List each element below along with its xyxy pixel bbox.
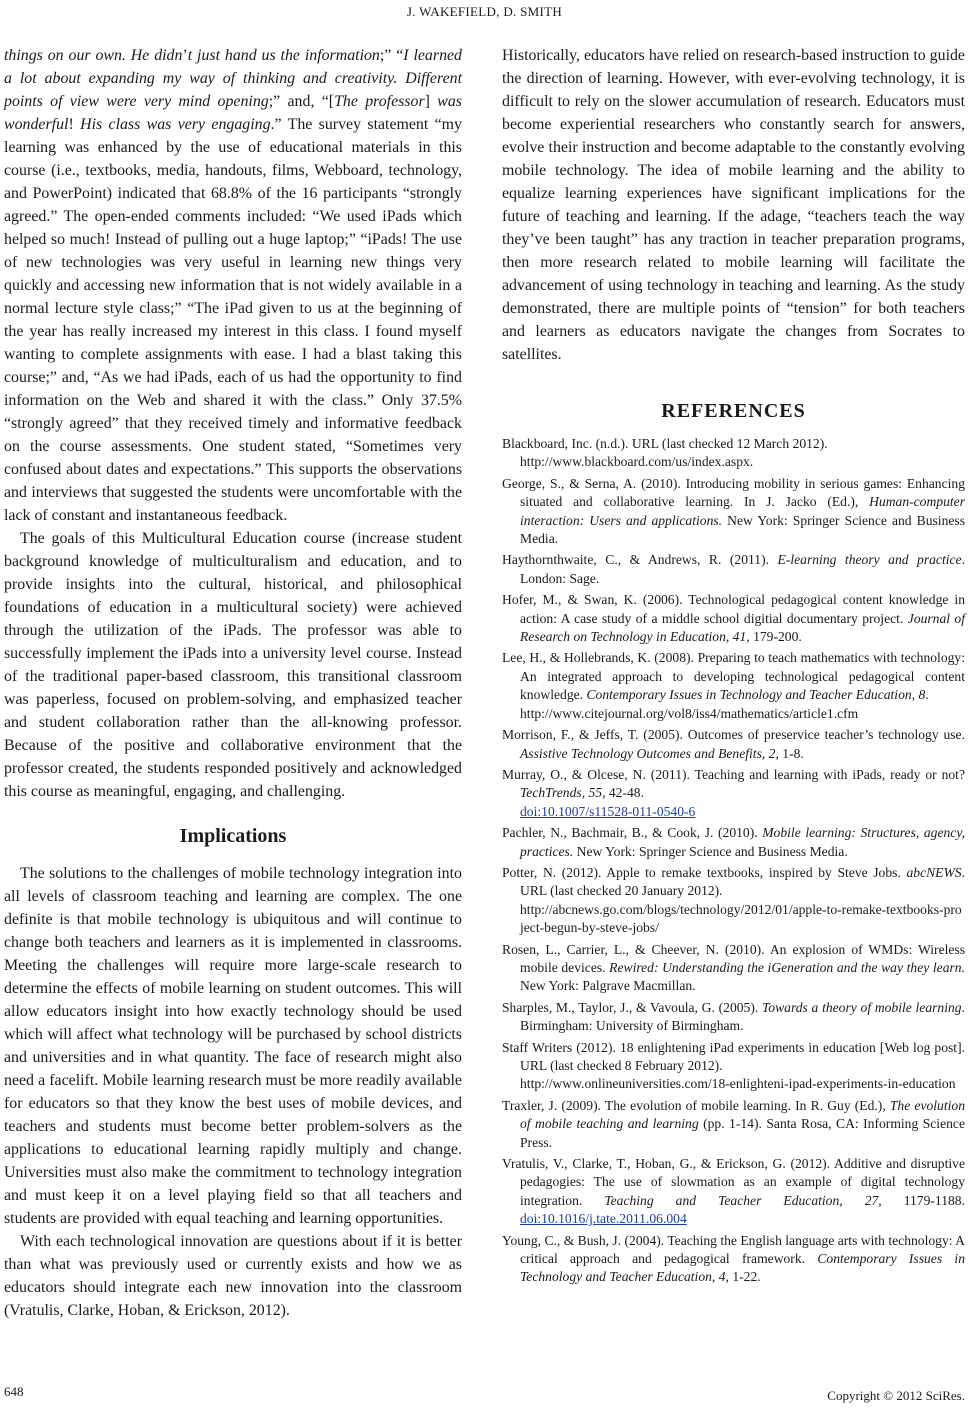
quote-italic-run: things on our own. He didn <box>4 47 183 64</box>
reference-text-run: Morrison, F., & Jeffs, T. (2005). Outcomes of preservice teacher’s technology use. <box>502 727 965 743</box>
left-paragraph-4: With each technological innovation are questions about if it is better than what was previously used or currently exists and how we as educators should integrate each new innovation into the classroom (Vratulis, Clarke, Hoban, & Erickson, 2012). <box>4 1233 462 1319</box>
copyright-notice: Copyright © 2012 SciRes. <box>827 1388 965 1403</box>
reference-entry <box>502 824 965 861</box>
reference-text-run: , 1-8. <box>775 745 804 761</box>
left-paragraph-1 <box>4 44 462 527</box>
reference-text-run: . Birmingham: University of Birmingham. <box>520 999 966 1034</box>
left-paragraph-3: The solutions to the challenges of mobile technology integration into all levels of classroom teaching and learning are complex. The one definite is that mobile technology is ubiquitous and will continue to change both teachers and learners as it is implemented in classrooms. Meeting the challenges will require more large-scale research to determine the effects of mobile learning on student outcomes. This will allow educators insight into how exactly technology should be used which will affect what technology will be purchased by school districts and universities and in what quantity. The face of research might also need a facelift. Mobile learning research must be more readily available for educators so that they know the best uses of mobile devices, and teachers and students must become better problem-solvers as the applications to educational learning rapidly multiply and change. Universities must also make the commitment to technology integration and must keep it on a level playing field so that all teachers and students are provided with equal teaching and learning opportunities. <box>4 865 462 1227</box>
reference-text-run: Pachler, N., Bachmair, B., & Cook, J. (2010). <box>502 825 763 841</box>
reference-text-run: 179-200. <box>749 629 802 645</box>
reference-text-run: Blackboard, Inc. (n.d.). URL (last checked 12 March 2012). <box>502 436 828 451</box>
reference-text-run: . <box>925 687 929 703</box>
reference-text-run: . London: Sage. <box>520 552 965 586</box>
quote-italic-run: was wonderful <box>4 93 462 133</box>
text-run: ;” and, “[ <box>268 93 335 110</box>
reference-text-run: Traxler, J. (2009). The evolution of mobile learning. In R. Guy (Ed.), <box>502 1097 890 1113</box>
reference-text-run: Hofer, M., & Swan, K. (2006). Technological pedagogical content knowledge in action: A case study of a middle school digitial documentary project. <box>502 592 965 626</box>
reference-italic-run: Rewired: Understanding the iGeneration and the way they learn. <box>609 959 965 975</box>
reference-entry <box>502 591 965 646</box>
reference-italic-run: Contemporary Issues in Technology and Teacher Education, 4, <box>520 1251 965 1285</box>
reference-doi-link[interactable]: doi:10.1007/s11528-011-0540-6 <box>520 803 696 819</box>
reference-text-run: Vratulis, V., Clarke, T., Hoban, G., & Erickson, G. (2012). Additive and disruptive pedagogies: The use of slowmation as an example of digital technology integration. <box>502 1156 965 1208</box>
quote-italic-run: The professor <box>334 93 425 110</box>
reference-url: http://www.onlineuniversities.com/18-enlighteni-ipad-experiments-in-education <box>520 1076 956 1092</box>
implications-heading: Implications <box>179 825 287 847</box>
reference-text-run: New York: Springer Science and Business Media. <box>520 512 965 547</box>
running-head: J. WAKEFIELD, D. SMITH <box>406 4 563 19</box>
reference-text-run: Staff Writers (2012). 18 enlightening iPad experiments in education [Web log post]. URL (last checked 8 February 2012). <box>502 1039 965 1073</box>
text-run: ] <box>424 93 438 110</box>
quote-italic-run: His class was very engaging <box>80 116 271 133</box>
page-number: 648 <box>4 1384 24 1399</box>
reference-text-run: 1-22. <box>728 1269 761 1285</box>
quote-italic-run: I learned a lot about expanding my way of thinking and creativity. Different points of view were very mind opening <box>4 47 463 110</box>
text-run: ! <box>68 116 81 133</box>
reference-entry <box>502 1155 965 1229</box>
reference-entry <box>502 1097 965 1152</box>
reference-italic-run: Human-computer interaction: Users and applications. <box>520 494 965 528</box>
reference-list <box>502 435 965 1287</box>
right-column <box>502 44 965 1290</box>
reference-text-run: Potter, N. (2012). Apple to remake textbooks, inspired by Steve Jobs. <box>502 864 907 880</box>
reference-url: http://www.citejournal.org/vol8/iss4/mathematics/article1.cfm <box>520 705 859 721</box>
reference-italic-run: Teaching and Teacher Education, 27, <box>604 1192 882 1208</box>
text-run: ;” “ <box>379 47 404 64</box>
reference-italic-run: 8 <box>918 687 926 703</box>
reference-entry <box>502 726 965 763</box>
reference-text-run: New York: Springer Science and Business Media. <box>573 843 848 859</box>
reference-text-run: Rosen, L., Carrier, L., & Cheever, N. (2010). An explosion of WMDs: Wireless mobile devices. <box>502 941 965 975</box>
reference-italic-run: Journal of Research on Technology in Education, 41, <box>520 610 965 645</box>
reference-text-run: New York: Palgrave Macmillan. <box>520 978 696 994</box>
reference-text-run: (pp. 1-14). Santa Rosa, CA: Informing Science Press. <box>520 1116 965 1150</box>
quote-italic-run: t just hand us the information <box>187 47 380 64</box>
reference-italic-run: Mobile learning: Structures, agency, practices. <box>520 825 965 859</box>
reference-italic-run: abcNEWS <box>906 864 962 880</box>
reference-text-run: Lee, H., & Hollebrands, K. (2008). Preparing to teach mathematics with technology: An integrated approach to developing technological pedagogical content knowledge. <box>502 650 965 703</box>
reference-doi-link[interactable]: doi:10.1016/j.tate.2011.06.004 <box>520 1211 687 1227</box>
right-paragraph-1: Historically, educators have relied on research-based instruction to guide the direction of learning. However, with ever-evolving technology, it is difficult to rely on the slower accumulation of research. Educators must become experiential researchers who constantly search for answers, evolve their instruction and become adaptable to the constantly evolving mobile technology. The idea of mobile learning and the ability to equalize learning experiences have significant implications for the future of teaching and learning. If the adage, “teachers teach the way they’ve been taught” has any traction in teacher preparation programs, then more research related to mobile learning will facilitate the advancement of using technology in teaching and learning. As the study demonstrated, there are multiple points of “tension” for both teachers and learners as educators navigate the changes from Socrates to satellites. <box>502 47 965 363</box>
reference-text-run: Young, C., & Bush, J. (2004). Teaching the English language arts with technology: A critical approach and pedagogical framework. <box>502 1232 965 1267</box>
reference-url: http://www.blackboard.com/us/index.aspx. <box>520 454 754 470</box>
reference-text-run: , <box>911 687 919 703</box>
text-run: .” The survey statement “my learning was enhanced by the use of educational materials in this course (i.e., textbooks, media, handouts, films, Webboard, technology, and PowerPoint) indicated that 68.8% of the 16 participants “strongly agreed.” The open-ended comments included: “We used iPads which helped so much! Instead of pulling out a huge laptop;” “iPads! The use of new technologies was very useful in learning new things very quickly and accessing new information that is not widely available in a normal lecture style class;” “The iPad given to us at the beginning of the year has really increased my interest in this class. I found myself wanting to complete assignments with ease. I had a blast taking this course;” and, “As we had iPads, each of us had the opportunity to find information on the Web and shared it with the class.” Only 37.5% “strongly agreed” that they received timely and informative feedback on the course assessments. One student stated, “Sometimes very confused about dates and expectations.” This supports the observations and interviews that suggested the students were uncomfortable with the lack of constant and instantaneous feedback. <box>4 116 462 524</box>
reference-entry <box>502 941 965 996</box>
reference-entry <box>502 649 965 723</box>
reference-italic-run: Assistive Technology Outcomes and Benefits, 2 <box>520 745 776 761</box>
reference-italic-run: E-learning theory and practice <box>777 552 962 568</box>
reference-doi-line <box>520 803 965 821</box>
reference-entry <box>502 435 965 472</box>
reference-italic-run: Towards a theory of mobile learning <box>761 999 962 1015</box>
reference-italic-run: The evolution of mobile teaching and learning <box>520 1097 965 1132</box>
reference-entry <box>502 864 965 938</box>
reference-text-run: George, S., & Serna, A. (2010). Introducing mobility in serious games: Enhancing situated and collaborative learning. In J. Jacko (Ed.), <box>502 475 965 510</box>
reference-entry <box>502 766 965 821</box>
reference-text-run: Sharples, M., Taylor, J., & Vavoula, G. (2005). <box>502 999 762 1015</box>
reference-entry <box>502 999 965 1036</box>
reference-entry <box>502 1039 965 1094</box>
reference-entry <box>502 475 965 549</box>
left-paragraph-2: The goals of this Multicultural Education course (increase student background knowledge of multiculturalism and education, and to provide insights into the cultural, historical, and philosophical foundations of education in a multicultural society) were achieved through the utilization of the iPads. The professor was able to successfully implement the iPads into a university level course. Instead of the traditional paper-based classroom, this transitional classroom was paperless, focused on problem-solving, and emphasized teacher and student collaboration rather than the all-knowing professor. Because of the positive and collaborative environment that the professor created, the students responded positively and acknowledged this course as meaningful, engaging, and challenging. <box>4 530 462 800</box>
reference-entry <box>502 1232 965 1287</box>
reference-italic-run: TechTrends, 55, <box>520 785 606 801</box>
reference-italic-run: Contemporary Issues in Technology and Teacher Education <box>586 687 912 703</box>
left-column <box>4 44 462 1322</box>
reference-entry <box>502 551 965 588</box>
reference-text-run: Haythornthwaite, C., & Andrews, R. (2011). <box>502 552 778 568</box>
text-run: ’ <box>182 47 188 64</box>
references-heading: REFERENCES <box>661 400 806 422</box>
reference-url: http://abcnews.go.com/blogs/technology/2012/01/apple-to-remake-textbooks-project-begun-by-steve-jobs/ <box>520 901 962 936</box>
reference-text-run: . URL (last checked 20 January 2012). <box>520 864 965 899</box>
reference-text-run: Murray, O., & Olcese, N. (2011). Teaching and learning with iPads, ready or not? <box>502 766 965 782</box>
reference-text-run: 1179-1188. <box>881 1192 965 1208</box>
reference-text-run: 42-48. <box>605 785 644 801</box>
